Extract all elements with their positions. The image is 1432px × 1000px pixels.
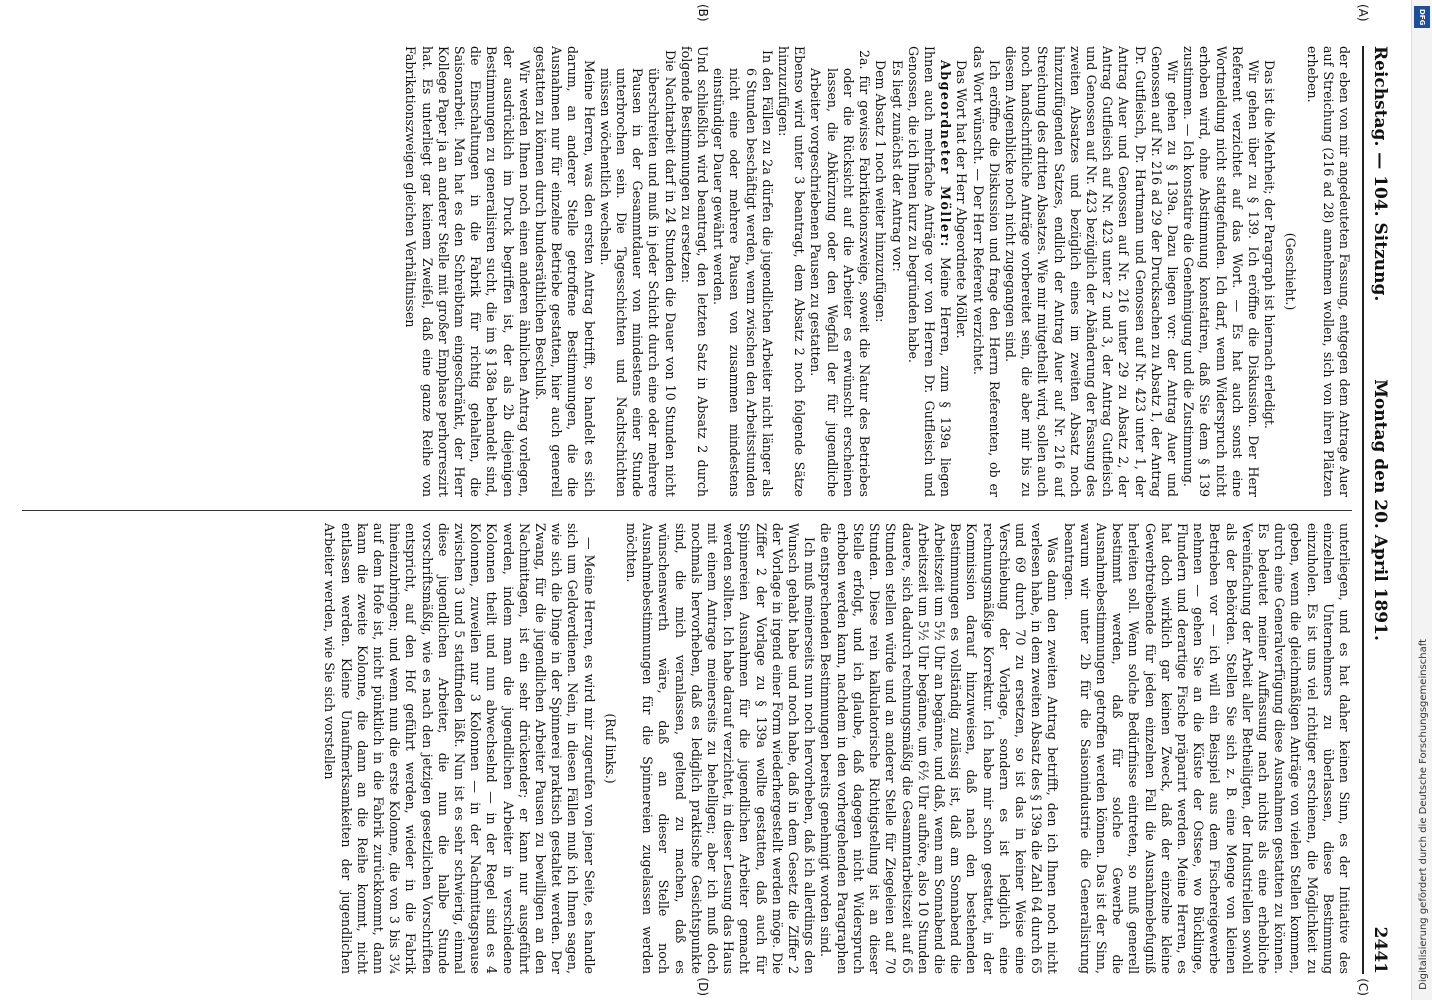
paragraph [905, 46, 954, 497]
paragraph-text: Wir gehen zu § 139a. Dazu liegen vor: der Antrag Auer und Genossen auf Nr. 216 ad 29 der Drucksachen zu Absatz 1, der Antrag Dr. Gutfleisch, Dr. Hartmann und Genossen auf Nr. 423 unter 1, der Antrag Auer und Genossen auf Nr. 216 unter 29 zu Absatz 2, der Antrag Gutfleisch auf Nr. 423 unter 2 und 3, der Antrag Gutfleisch und Genossen auf Nr. 423 bezüglich der Abänderung der Fassung des zweiten Absatzes und bezüglich eines im zweiten Absatz noch hinzuzufügenden Satzes, endlich der Antrag Auer auf Nr. 216 auf Streichung des dritten Absatzes. Wie mir mitgetheilt wird, sollen auch noch handschriftliche Anträge vorbereitet sein, die aber mir bis zu diesem Augenblicke noch nicht zugegangen sind. [1002, 46, 1180, 497]
paragraph [775, 46, 807, 497]
page-number: 2441 [1370, 926, 1390, 974]
paragraph-text: — Meine Herren, es wird mir zugerufen von jener Seite, es handle sich um Geldverdienen. Nein, in diesen Fällen muß ich Ihnen sagen, wie sich die Dinge in der Spinnerei praktisch gestaltet werden. Der Zwang, für die jugendlichen Arbeiter Pausen zu bewilligen an den Nachmittagen, ist ein sehr drückender; er kann nur ausgeführt werden, indem man die jugendlichen Arbeiter in verschiedene Kolonnen theilt und nun abwechselnd — in der Regel sind es 4 Kolonnen, zuweilen nur 3 Kolonnen — in der Nachmittagspause zwischen 3 und 5 stattfinden läßt. Nun ist es sehr schwierig, einmal diese jugendlichen Arbeiter, die nun die halbe Stunde vorschriftsmäßig, wie es nach den jetzigen gesetzlichen Vorschriften entspricht, auf den Hof geführt werden, wieder in die Fabrik hineinzubringen; und wenn nun die erste Kolonne, die von 3 bis 3¼ auf dem Hofe ist, nicht pünktlich in die Fabrik zurückkommt, dann kann die zweite Kolonne, die dann an die Reihe kommt, nicht entlassen werden. Kleine Unaufmerksamkeiten der jugendlichen Arbeiter werden, wie Sie sich vorstellen [322, 523, 597, 974]
paragraph-text: (Geschieht.) [1283, 232, 1299, 311]
paragraph-text: Das Wort hat der Herr Abgeordnete Möller. [954, 60, 970, 339]
paragraph [623, 523, 817, 974]
header-date: Montag den 20. April 1891. [1370, 379, 1390, 641]
paragraph-text: In den Fällen zu 2a dürfen die jugendlichen Arbeiter nicht länger als 6 Stunden beschäftigt werden, wenn zwischen den Arbeitsstunden nicht eine oder mehrere Pausen von zusammen mindestens einstündiger Dauer gewährt werden. [711, 50, 775, 497]
paragraph [1282, 46, 1298, 497]
paragraph [817, 523, 1060, 974]
paragraph [710, 46, 775, 497]
paragraph [532, 46, 597, 497]
paragraph-text: Meine Herren, zum § 139a liegen Ihnen auch mehrfache Anträge vor von Herren Dr. Gutfleisch und Genossen, die ich Ihnen kurz zu begründen habe. [905, 46, 954, 497]
text-columns [22, 46, 1352, 974]
paragraph-text: der eben von mir angedeuteten Fassung, entgegen dem Antrage Auer auf Streichung (216 ad 28) annehmen wollen, sich von ihren Plätzen erheben. [1304, 46, 1352, 497]
paragraph [888, 46, 904, 497]
paragraph-text: Wir gehen über zu § 139. Ich eröffne die Diskussion. Der Herr Referent verzichtet auf das Wort. — Es hat auch sonst eine Wortmeldung nicht stattgefunden. Ich darf, wenn Widerspruch nicht erhoben wird, ohne Abstimmung konstatiren, daß Sie dem § 139 zustimmen. — Ich konstatire die Genehmigung und die Zustimmung. [1181, 46, 1261, 497]
paragraph-text: Und schließlich wird beantragt, den letzten Satz in Absatz 2 durch folgende Bestimmungen zu ersetzen: [678, 46, 711, 497]
paragraph-text: Die Nachtarbeit darf in 24 Stunden die Dauer von 10 Stunden nicht überschreiten und muß in jeder Schicht durch eine oder mehrere Pausen in der Gesammtdauer von mindestens einer Stunde unterbrochen sein. Die Tagesschichten und Nachtschichten müssen wöchentlich wechseln. [597, 50, 678, 497]
paragraph-text: Dem Absatz 1 noch weiter hinzuzufügen: [873, 60, 889, 323]
dfg-logo: DFG [1414, 6, 1430, 28]
paragraph-text: Was dann den zweiten Antrag betrifft, den ich Ihnen noch nicht verlesen habe, in dem zweiten Absatz des § 139a die Zahl 64 durch 65 und 69 durch 70 zu ersetzen, so ist das in keiner Weise eine Verschiebung der Vorlage, sondern es ist lediglich eine rechnungsmäßige Korrektur. Ich habe mir schon gestattet, in der Kommission darauf hinzuweisen, daß nach den bestehenden Bestimmungen es vollständig zulässig ist, daß am Sonnabend die Arbeitszeit um 5½ Uhr an begänne, und daß, wenn am Sonnabend die Arbeitszeit um 5½ Uhr begänne, um 6½ Uhr aufhöre, also 10 Stunden dauere, sich dadurch rechnungsmäßig die Gesammtarbeitszeit auf 65 Stunden stellen würde und an anderer Stelle für Ziegeleien auf 70 Stunden. Diese rein kalkulatorische Richtigstellung ist an dieser Stelle erfolgt, und ich glaube, daß dagegen nicht Widerspruch erhoben werden kann, nachdem in den vorhergehenden Paragraphen die entsprechenden Bestimmungen bereits genehmigt worden sind. [818, 523, 1061, 974]
paragraph [321, 523, 596, 974]
dfg-credit-strip [1411, 0, 1432, 1000]
margin-marker-a: (A) [1356, 4, 1370, 22]
dfg-credit-text: Digitalisierung gefördert durch die Deutsche Forschungsgemeinschaft [1418, 639, 1429, 990]
paragraph [1180, 46, 1261, 497]
paragraph [597, 46, 678, 497]
page-header [1362, 46, 1392, 974]
paragraph-text: Wir werden Ihnen noch einen anderen ähnlichen Antrag vorlegen, der ausdrücklich im Druck begriffen ist, der als 2b diejenigen Bestimmungen zu generalisiren sucht, die im § 138a behandelt sind, die Einschaltungen in die Fabrik für richtig gehalten, die Saisonarbeit. Man hat es den Schreibtam eingeschränkt, der Herr Kollege Paper ja an anderer Stelle mit großer Emphase perhorreszirt hat. Es unterliegt gar keinem Zweifel, daß eine ganze Reihe von Fabrikationszweigen gleichen Verhältnissen [403, 46, 532, 497]
left-column [22, 46, 1352, 497]
paragraph-text: Meine Herren, was den ersten Antrag betrifft, so handelt es sich darum, an anderer Stelle getroffene Bestimmungen, die die Ausnahmen nur für einzelne Betriebe gestatten, hier auch generell gestatten zu können durch bundesräthlichen Beschluß. [533, 46, 597, 497]
margin-marker-c: (C) [1356, 978, 1370, 996]
margin-marker-b: (B) [696, 4, 710, 22]
speaker-name: Abgeordneter Möller: [938, 60, 954, 248]
paragraph-text: unterliegen, und es hat daher keinen Sinn, es der Initiative des einzelnen Unternehmers zu überlassen, diese Bestimmung einzuholen. Es ist uns viel richtiger erschienen, die Möglichkeit zu geben, wenn die gleichmäßigen Anträge von vielen Stellen kommen, durch eine Generalverfügung diese Ausnahmen gestatten zu können. Es bedeutet meiner Auffassung nach nichts als eine erhebliche Vereinfachung der Arbeit aller Betheiligten, der Industriellen sowohl als der Behörden. Stellen Sie sich z. B. eine Menge von kleinen Betrieben vor — ich will ein Beispiel aus dem Fischereigewerbe nehmen — gehen Sie an die Küste der Ostsee, wo Bücklinge, Flundern und derartige Fische präparirt werden. Meine Herren, es hat doch wirklich gar keinen Zweck, daß der einzelne kleine Gewerbtreibende für jeden einzelnen Fall die Ausnahmebefugniß herleiten soll. Wenn solche Bedürfnisse eintreten, so muß generell bestimmt werden, daß für solche Gewerbe die Ausnahmebestimmungen getroffen werden können. Das ist der Sinn, warum wir unter 2b für die Saisonindustrie die Generalisirung beantragen. [1061, 523, 1352, 974]
paragraph [678, 46, 710, 497]
margin-marker-d: (D) [696, 977, 710, 996]
header-session: Reichstag. — 104. Sitzung. [1370, 46, 1390, 302]
right-column [22, 523, 1352, 974]
paragraph-text: 2a. für gewisse Fabrikationszweige, soweit die Natur des Betriebes oder die Rücksicht auf die Arbeiter es erwünscht erscheinen lassen, die Abkürzung oder den Wegfall der für jugendliche Arbeiter vorgeschriebenen Pausen zu gestatten. [808, 50, 873, 497]
paragraph [1060, 523, 1352, 974]
paragraph [602, 523, 618, 974]
paragraph [807, 46, 872, 497]
paragraph-text: Ich muß meinerseits nun noch hervorheben, daß ich allerdings den Wunsch gehabt habe und noch habe, daß in dem Gesetz die Ziffer 2 der Vorlage in irgend einer Form wiederhergestellt werden möge. Die Ziffer 2 der Vorlage zu § 139a wollte gestatten, daß auch für Spinnereien Ausnahmen für die jugendlichen Arbeiter gemacht werden sollten. Ich habe darauf verzichtet, in dieser Lesung das Haus mit einem Antrage meinerseits zu behelligen; aber ich muß doch nochmals hervorheben, daß es lediglich praktische Gesichtspunkte sind, die mich veranlassen, geltend zu machen, daß es wünschenswerth wäre, daß an dieser Stelle noch Ausnahmebestimmungen für die Spinnereien zugelassen werden möchten. [624, 523, 818, 974]
paragraph [1002, 46, 1180, 497]
paragraph-text: (Ruf links.) [602, 713, 618, 784]
paragraph-text: Ebenso wird unter 3 beantragt, dem Absatz 2 noch folgende Sätze hinzuzufügen: [776, 46, 808, 497]
paragraph [872, 46, 888, 497]
paragraph [1261, 46, 1277, 497]
paragraph [402, 46, 532, 497]
paragraph-text: Das ist die Mehrheit; der Paragraph ist hiernach erledigt. [1262, 60, 1278, 429]
paragraph [953, 46, 969, 497]
column-divider [22, 510, 1352, 511]
paragraph-text: Es liegt zunächst der Antrag vor: [889, 60, 905, 272]
paragraph-text: Ich eröffne die Diskussion und frage den Herrn Referenten, ob er das Wort wünscht. — Der Herr Referent verzichtet. [970, 46, 1002, 497]
paragraph [1303, 46, 1352, 497]
paragraph [969, 46, 1001, 497]
